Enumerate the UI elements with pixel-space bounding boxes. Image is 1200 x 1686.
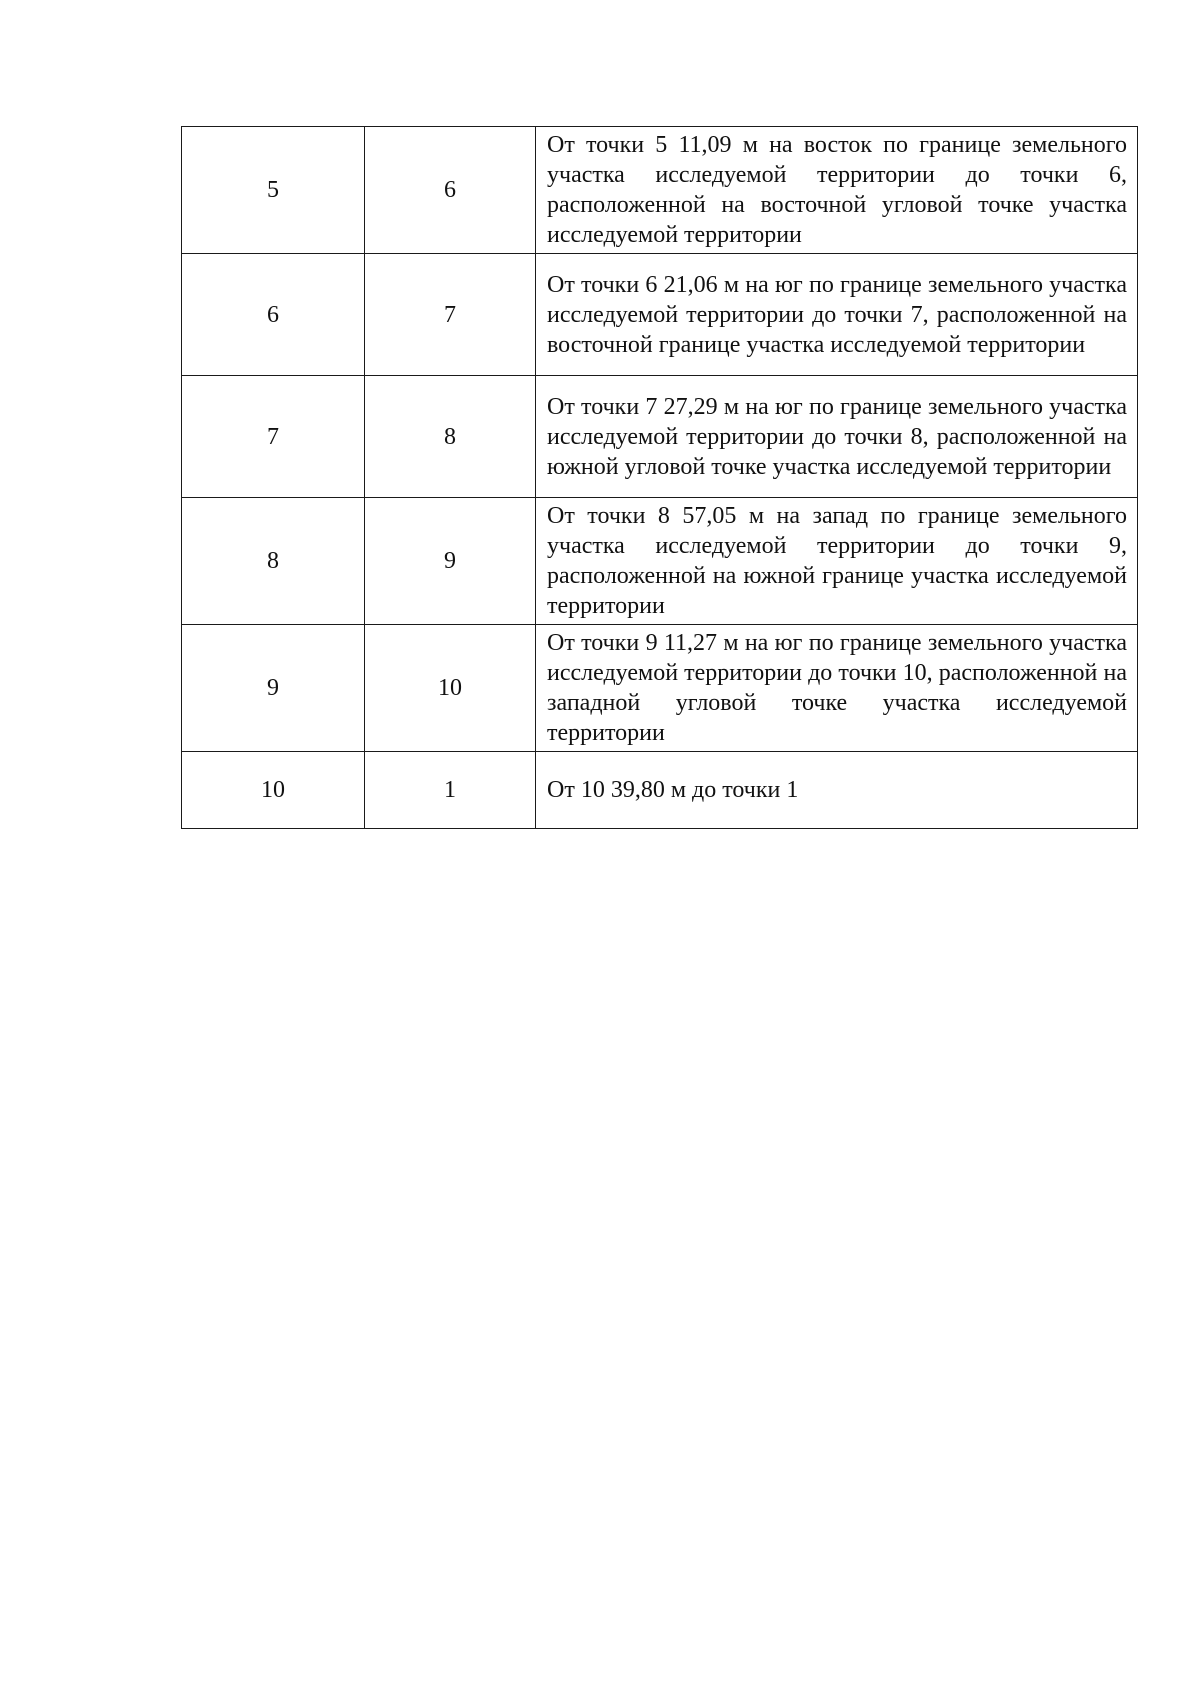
table-row [182,127,1138,254]
from-point-cell: 8 [182,498,365,625]
from-point-cell: 9 [182,625,365,752]
description-cell: От точки 7 27,29 м на юг по границе земельного участка исследуемой территории до точки 8, расположенной на южной угловой точке участка исследуемой территории [536,376,1138,498]
table-body [182,127,1138,829]
table-row [182,254,1138,376]
table-row [182,752,1138,829]
to-point-cell: 10 [365,625,536,752]
table-row [182,376,1138,498]
description-cell: От точки 9 11,27 м на юг по границе земельного участка исследуемой территории до точки 10, расположенной на западной угловой точке участка исследуемой территории [536,625,1138,752]
description-cell: От точки 5 11,09 м на восток по границе земельного участка исследуемой территории до точки 6, расположенной на восточной угловой точке участка исследуемой территории [536,127,1138,254]
boundary-points-table [181,126,1138,829]
from-point-cell: 5 [182,127,365,254]
table-row [182,625,1138,752]
to-point-cell: 8 [365,376,536,498]
to-point-cell: 7 [365,254,536,376]
description-cell: От точки 6 21,06 м на юг по границе земельного участка исследуемой территории до точки 7, расположенной на восточной границе участка исследуемой территории [536,254,1138,376]
from-point-cell: 6 [182,254,365,376]
to-point-cell: 9 [365,498,536,625]
from-point-cell: 7 [182,376,365,498]
to-point-cell: 6 [365,127,536,254]
description-cell: От 10 39,80 м до точки 1 [536,752,1138,829]
from-point-cell: 10 [182,752,365,829]
description-cell: От точки 8 57,05 м на запад по границе земельного участка исследуемой территории до точки 9, расположенной на южной границе участка исследуемой территории [536,498,1138,625]
table-row [182,498,1138,625]
to-point-cell: 1 [365,752,536,829]
